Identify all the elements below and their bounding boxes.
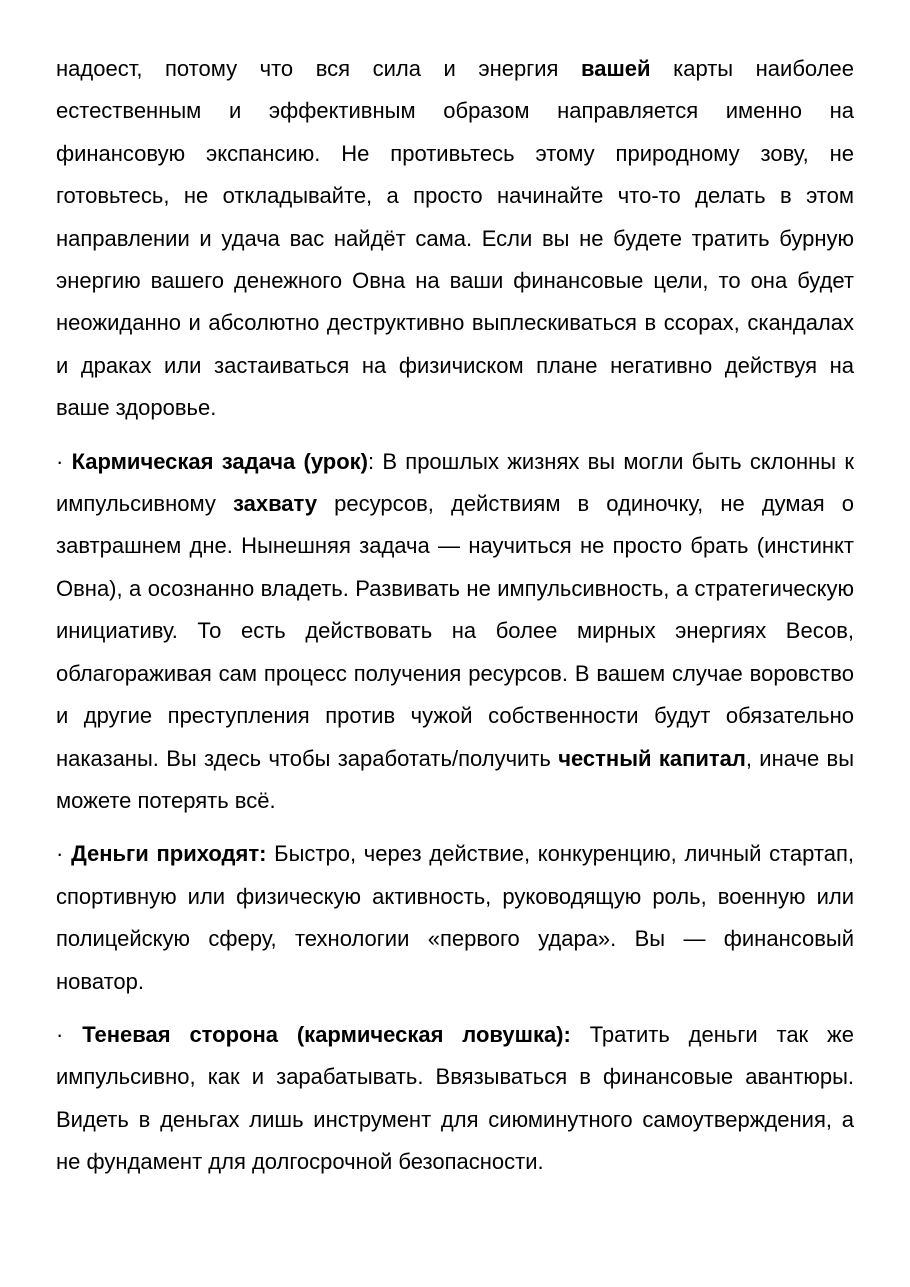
paragraph-continuation — [56, 48, 854, 430]
bullet-dot: · — [56, 448, 72, 474]
bold-heading: Деньги приходят: — [71, 841, 267, 867]
bold-heading: Теневая сторона (кармическая ловушка): — [82, 1021, 571, 1047]
text-run: надоест, потому что вся сила и энергия — [56, 56, 581, 81]
bold-emphasis: честный капитал — [558, 745, 746, 771]
bold-heading: Кармическая задача (урок) — [71, 448, 369, 474]
text-run: Тратить деньги так же импульсивно, как и зарабатывать. Ввязываться в финансовые авантюры. Видеть в деньгах лишь инструмент для сиюминутного самоутверждения, а не фундамент для долгосрочной безопасности. — [56, 1021, 854, 1175]
document-page — [56, 48, 854, 1195]
text-run: карты наиболее естественным и эффективным образом направляется именно на финансовую экспансию. Не противьтесь этому природному зову, не готовьтесь, не откладывайте, а просто начинайте что-то делать в этом направлении и удача вас найдёт сама. Если вы не будете тратить бурную энергию вашего денежного Овна на ваши финансовые цели, то она будет неожиданно и абсолютно деструктивно выплескиваться в ссорах, скандалах и драках или застаиваться на физичиском плане негативно действуя на ваше здоровье. — [56, 56, 854, 421]
text-run: , иначе вы можете потерять всё. — [56, 745, 855, 813]
text-run: ресурсов, действиям в одиночку, не думая о завтрашнем дне. Нынешняя задача — научиться не просто брать (инстинкт Овна), а осознанно владеть. Развивать не импульсивность, а стратегическую инициативу. То есть действовать на более мирных энергиях Весов, облагораживая сам процесс получения ресурсов. В вашем случае воровство и другие преступления против чужой собственности будут обязательно наказаны. Вы здесь чтобы заработать/получить — [56, 491, 854, 771]
bold-emphasis: захвату — [232, 491, 318, 517]
bullet-dot: · — [56, 841, 72, 867]
paragraph-karmic-task — [56, 441, 854, 823]
bold-emphasis: вашей — [581, 56, 651, 81]
paragraph-money-comes — [56, 833, 854, 1003]
bullet-dot: · — [56, 1021, 83, 1047]
text-run: : В прошлых жизнях вы могли быть склонны к импульсивному — [56, 448, 854, 517]
paragraph-shadow-side — [56, 1014, 854, 1184]
text-run: Быстро, через действие, конкуренцию, личный стартап, спортивную или физическую активность, руководящую роль, военную или полицейскую сферу, технологии «первого удара». Вы — финансовый новатор. — [56, 841, 854, 994]
